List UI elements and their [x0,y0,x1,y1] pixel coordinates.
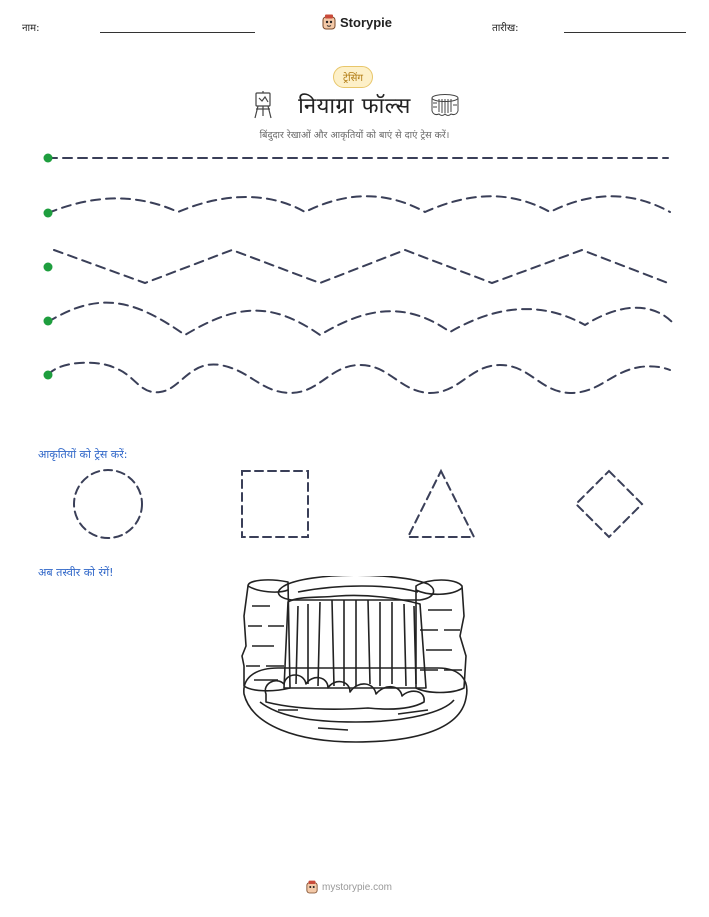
start-dot [44,209,53,218]
footer-brand [306,880,392,894]
start-dot [44,317,53,326]
shapes-heading: आकृतियों को ट्रेस करें: [38,448,128,461]
square-icon[interactable] [242,471,308,537]
tracing-lines [0,0,709,420]
trace-line-wave[interactable] [48,303,672,335]
trace-line-zigzag[interactable] [54,250,668,283]
circle-icon[interactable] [74,470,142,538]
footer-site[interactable]: mystorypie.com [322,881,393,893]
name-label: नाम: [22,23,40,34]
trace-shapes [0,460,709,550]
triangle-icon[interactable] [408,471,474,537]
brand-name: Storypie [340,14,393,30]
diamond-icon[interactable] [576,471,642,537]
start-dot [44,371,53,380]
tracing-badge: ट्रेसिंग [333,66,373,88]
trace-line-round-wave[interactable] [48,363,670,393]
start-dot [44,154,53,163]
coloring-heading: अब तस्वीर को रंगें! [38,566,114,579]
instructions: बिंदुदार रेखाओं और आकृतियों को बाएं से दाएं ट्रेस करें। [259,130,450,141]
waterfall-icon[interactable] [238,576,470,748]
trace-line-gentle-wave[interactable] [48,196,670,213]
mascot-icon [306,880,318,894]
date-label: तारीख: [492,23,519,34]
start-dot [44,263,53,272]
worksheet-title: नियाग्रा फॉल्स [298,94,411,119]
